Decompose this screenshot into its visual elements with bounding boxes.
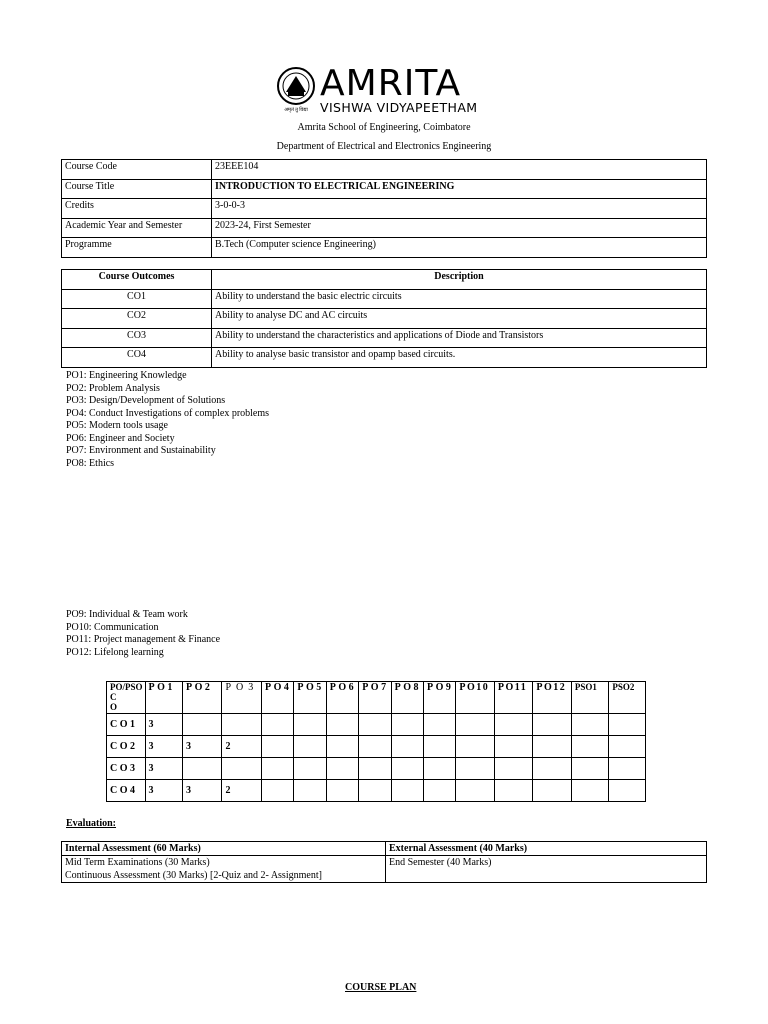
mapping-cell [494,736,533,758]
list-item: Continuous Assessment (30 Marks) [2-Quiz and 2- Assignment] [65,870,322,881]
mapping-cell: 3 [145,714,182,736]
table-row [62,348,707,368]
list-item: PO12: Lifelong learning [66,646,164,658]
table-row [62,328,707,348]
credits-label: Credits [62,199,212,219]
po-header: PO7 [359,682,391,714]
table-row [62,856,707,883]
external-assessment-header: External Assessment (40 Marks) [386,842,707,856]
mapping-cell: 3 [145,780,182,802]
mapping-cell [294,758,326,780]
corner-header [107,682,146,714]
mapping-cell [609,780,646,802]
po-header: PO6 [326,682,358,714]
mapping-cell [261,780,293,802]
mapping-cell [571,758,608,780]
mapping-cell [294,780,326,802]
course-code-value: 23EEE104 [212,160,707,180]
evaluation-table [61,841,707,883]
mapping-cell [359,714,391,736]
mapping-cell [182,758,222,780]
mapping-cell: 3 [145,736,182,758]
mapping-cell [456,780,495,802]
logo-subtitle: VISHWA VIDYAPEETHAM [320,100,478,115]
po-header: PO8 [391,682,423,714]
co-label: CO2 [62,309,212,329]
academic-year-label: Academic Year and Semester [62,218,212,238]
po-header: PO11 [494,682,533,714]
pso-header: PSO1 [571,682,608,714]
table-row [62,160,707,180]
programme-label: Programme [62,238,212,258]
list-item: PO7: Environment and Sustainability [66,445,216,456]
mapping-cell [359,780,391,802]
co-row-label: CO1 [107,714,146,736]
table-header-row [107,682,646,714]
table-row [107,736,646,758]
table-header-row [62,842,707,856]
emblem-icon [276,66,316,110]
mapping-cell [424,714,456,736]
table-header-row [62,270,707,290]
list-item: PO4: Conduct Investigations of complex problems [66,407,270,419]
mapping-cell [456,714,495,736]
mapping-cell [326,758,358,780]
po-header: PO3 [222,682,262,714]
mapping-cell [294,714,326,736]
outcomes-header: Course Outcomes [62,270,212,290]
mapping-cell [261,714,293,736]
mapping-cell [494,780,533,802]
list-item: End Semester (40 Marks) [389,857,492,868]
list-item: PO9: Individual & Team work [66,609,188,620]
list-item: Mid Term Examinations (30 Marks) [65,857,210,868]
list-item: PO1: Engineering Knowledge [66,370,187,381]
table-row [107,758,646,780]
mapping-cell [571,780,608,802]
table-row [62,309,707,329]
academic-year-value: 2023-24, First Semester [212,218,707,238]
description-header: Description [212,270,707,290]
table-row [62,199,707,219]
programme-value: B.Tech (Computer science Engineering) [212,238,707,258]
mapping-cell: 3 [182,780,222,802]
mapping-cell [261,736,293,758]
mapping-cell [391,780,423,802]
mapping-cell: 3 [145,758,182,780]
co-description: Ability to understand the characteristics and applications of Diode and Transistors [212,328,707,348]
mapping-cell: 2 [222,780,262,802]
course-code-label: Course Code [62,160,212,180]
table-row [62,218,707,238]
mapping-cell [391,714,423,736]
mapping-cell [391,736,423,758]
logo-name: AMRITA [320,63,462,104]
list-item: PO6: Engineer and Society [66,432,175,444]
co-label: CO3 [62,328,212,348]
logo-motto: अमृतं तु विद्या [284,108,308,113]
mapping-cell [533,714,572,736]
table-row [107,780,646,802]
mapping-cell [359,758,391,780]
mapping-cell [494,714,533,736]
mapping-cell [222,714,262,736]
po-header: PO10 [456,682,495,714]
department-name: Department of Electrical and Electronics Engineering [276,141,492,152]
course-title-label: Course Title [62,179,212,199]
program-outcomes-list-1 [66,370,269,470]
evaluation-title: Evaluation: [66,818,117,829]
mapping-cell [326,780,358,802]
course-outcomes-table [61,269,707,368]
po-header: PO9 [424,682,456,714]
mapping-cell [182,714,222,736]
list-item: PO10: Communication [66,621,159,633]
co-row-label: CO2 [107,736,146,758]
mapping-cell [359,736,391,758]
table-row [62,179,707,199]
table-row [62,289,707,309]
mapping-cell [609,714,646,736]
co-label: CO1 [62,289,212,309]
po-header: PO1 [145,682,182,714]
co-description: Ability to analyse DC and AC circuits [212,309,707,329]
mapping-cell [533,758,572,780]
corner-label-co: C O [110,692,124,712]
mapping-cell [326,714,358,736]
co-label: CO4 [62,348,212,368]
mapping-cell [326,736,358,758]
po-header: PO2 [182,682,222,714]
mapping-cell [533,736,572,758]
mapping-cell [294,736,326,758]
mapping-cell [391,758,423,780]
co-row-label: CO3 [107,758,146,780]
internal-assessment-header: Internal Assessment (60 Marks) [62,842,386,856]
mapping-cell [494,758,533,780]
mapping-cell: 3 [182,736,222,758]
mapping-cell [533,780,572,802]
mapping-cell [424,758,456,780]
program-outcomes-list-2 [66,609,220,659]
mapping-cell [571,714,608,736]
corner-label: PO/PSO [110,682,143,692]
list-item: PO5: Modern tools usage [66,420,168,431]
po-header: PO12 [533,682,572,714]
internal-assessment-cell [62,856,386,883]
list-item: PO2: Problem Analysis [66,382,160,394]
mapping-cell [609,758,646,780]
list-item: PO8: Ethics [66,457,115,469]
mapping-cell [609,736,646,758]
mapping-cell [222,758,262,780]
course-plan-title: COURSE PLAN [345,982,417,993]
table-row [62,238,707,258]
table-row [107,714,646,736]
course-title-value: INTRODUCTION TO ELECTRICAL ENGINEERING [212,179,707,199]
mapping-cell [571,736,608,758]
mapping-cell [424,780,456,802]
pso-header: PSO2 [609,682,646,714]
mapping-cell: 2 [222,736,262,758]
list-item: PO11: Project management & Finance [66,634,221,645]
co-po-mapping-table [106,681,646,802]
course-info-table [61,159,707,258]
mapping-cell [424,736,456,758]
mapping-cell [456,736,495,758]
mapping-cell [456,758,495,780]
co-description: Ability to understand the basic electric circuits [212,289,707,309]
external-assessment-cell [386,856,707,883]
university-logo [276,63,492,120]
mapping-cell [261,758,293,780]
credits-value: 3-0-0-3 [212,199,707,219]
co-row-label: CO4 [107,780,146,802]
po-header: PO4 [261,682,293,714]
list-item: PO3: Design/Development of Solutions [66,395,226,406]
school-name: Amrita School of Engineering, Coimbatore [297,122,471,133]
po-header: PO5 [294,682,326,714]
co-description: Ability to analyse basic transistor and opamp based circuits. [212,348,707,368]
